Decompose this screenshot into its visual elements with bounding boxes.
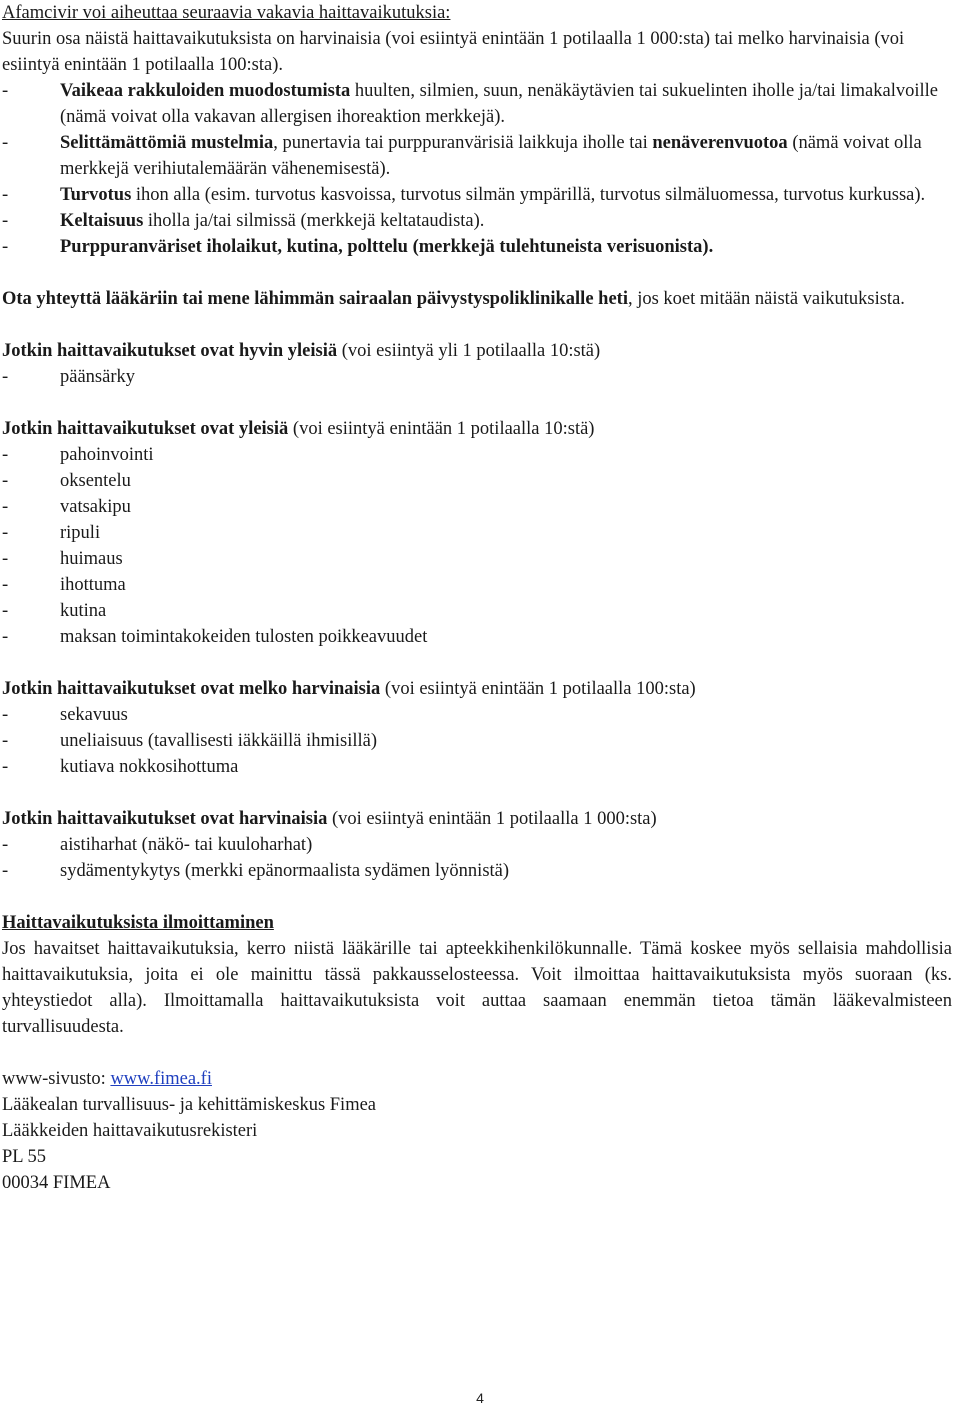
intro-heading: Afamcivir voi aiheuttaa seuraavia vakavia haittavaikutuksia: [2, 3, 451, 23]
list-dash: - [2, 731, 9, 751]
section-heading-common [2, 416, 952, 442]
address-line-2: Lääkkeiden haittavaikutusrekisteri [2, 1121, 258, 1141]
item-bold: Selittämättömiä mustelmia [60, 133, 274, 153]
page-number: 4 [476, 1390, 484, 1406]
item-bold: Keltaisuus [60, 211, 144, 231]
list-item [2, 598, 952, 624]
item-text: päänsärky [60, 367, 135, 387]
list-item [2, 468, 952, 494]
list-dash: - [2, 211, 9, 231]
list-dash: - [2, 705, 9, 725]
list-dash: - [2, 575, 9, 595]
list-item [2, 832, 952, 858]
list-item [2, 546, 952, 572]
list-item [2, 208, 952, 234]
list-item [2, 364, 952, 390]
intro-text: Suurin osa näistä haittavaikutuksista on harvinaisia (voi esiintyä enintään 1 potilaalla 1 000:sta) tai melko harvinaisia (voi esiintyä enintään 1 potilaalla 100:sta). [2, 29, 905, 75]
contact-instruction [2, 286, 952, 312]
item-text: ihon alla (esim. turvotus kasvoissa, turvotus silmän ympärillä, turvotus silmäluomessa, turvotus kurkussa). [131, 185, 926, 205]
serious-effects-list [2, 78, 952, 260]
item-bold: Vaikeaa rakkuloiden muodostumista [60, 81, 351, 101]
list-dash: - [2, 757, 9, 777]
item-text: iholla ja/tai silmissä (merkkejä keltataudista). [143, 211, 485, 231]
list-dash: - [2, 523, 9, 543]
section-heading-very-common [2, 338, 952, 364]
item-bold: Purppuranväriset iholaikut, kutina, polttelu (merkkejä tulehtuneista verisuonista). [60, 237, 714, 257]
website-link[interactable]: www.fimea.fi [110, 1069, 212, 1089]
section-text: (voi esiintyä enintään 1 potilaalla 1 000:sta) [327, 809, 657, 829]
list-item [2, 754, 952, 780]
list-item [2, 494, 952, 520]
item-text: pahoinvointi [60, 445, 154, 465]
list-item [2, 858, 952, 884]
item-text: uneliaisuus (tavallisesti iäkkäillä ihmisillä) [60, 731, 378, 751]
list-dash: - [2, 627, 9, 647]
list-dash: - [2, 549, 9, 569]
list-dash: - [2, 835, 9, 855]
list-dash: - [2, 445, 9, 465]
list-dash: - [2, 497, 9, 517]
list-item [2, 78, 952, 130]
section-bold: Jotkin haittavaikutukset ovat hyvin yleisiä [2, 341, 338, 361]
list-item [2, 442, 952, 468]
list-dash: - [2, 367, 9, 387]
website-line [2, 1066, 952, 1092]
item-bold: nenäverenvuotoa [652, 133, 788, 153]
item-text: sekavuus [60, 705, 128, 725]
section-text: (voi esiintyä enintään 1 potilaalla 100:sta) [380, 679, 696, 699]
website-label: www-sivusto: [2, 1069, 111, 1089]
address-line-1: Lääkealan turvallisuus- ja kehittämiskeskus Fimea [2, 1095, 377, 1115]
list-dash: - [2, 133, 9, 153]
item-text: huimaus [60, 549, 123, 569]
item-text: vatsakipu [60, 497, 131, 517]
list-dash: - [2, 861, 9, 881]
list-item [2, 624, 952, 650]
item-text: aistiharhat (näkö- tai kuuloharhat) [60, 835, 313, 855]
reporting-heading-text: Haittavaikutuksista ilmoittaminen [2, 913, 274, 933]
list-dash: - [2, 471, 9, 491]
item-text: sydämentykytys (merkki epänormaalista sydämen lyönnistä) [60, 861, 510, 881]
list-item [2, 572, 952, 598]
address-line-3: PL 55 [2, 1147, 47, 1167]
list-item [2, 728, 952, 754]
reporting-text: Jos havaitset haittavaikutuksia, kerro niistä lääkärille tai apteekkihenkilökunnalle. Tämä koskee myös sellaisia mahdollisia haittavaikutuksia, joita ei ole mainittu tässä pakkausselosteessa. Voit ilmoittaa haittavaikutuksista myös suoraan (ks. yhteystiedot alla). Ilmoittamalla haittavaikutuksista voit auttaa saamaan enemmän tietoa tämän lääkevalmisteen turvallisuudesta. [2, 939, 952, 1037]
item-bold: Turvotus [60, 185, 132, 205]
section-heading-rare [2, 806, 952, 832]
list-item [2, 130, 952, 182]
item-text: maksan toimintakokeiden tulosten poikkeavuudet [60, 627, 428, 647]
item-text: oksentelu [60, 471, 131, 491]
contact-bold: Ota yhteyttä lääkäriin tai mene lähimmän sairaalan päivystyspoliklinikalle heti [2, 289, 628, 309]
list-item [2, 234, 952, 260]
item-text: kutiava nokkosihottuma [60, 757, 239, 777]
section-bold: Jotkin haittavaikutukset ovat yleisiä [2, 419, 289, 439]
contact-text: , jos koet mitään näistä vaikutuksista. [627, 289, 905, 309]
list-item [2, 182, 952, 208]
section-heading-uncommon [2, 676, 952, 702]
item-text: , punertavia tai purppuranvärisiä laikkuja iholle tai [273, 133, 653, 153]
list-dash: - [2, 237, 9, 257]
section-bold: Jotkin haittavaikutukset ovat harvinaisia [2, 809, 328, 829]
item-text: (nämä voivat olla merkkejä verihiutalemäärän vähenemisestä). [60, 133, 922, 179]
list-dash: - [2, 81, 9, 101]
section-bold: Jotkin haittavaikutukset ovat melko harvinaisia [2, 679, 381, 699]
item-text: ripuli [60, 523, 101, 543]
section-text: (voi esiintyä yli 1 potilaalla 10:stä) [337, 341, 601, 361]
section-text: (voi esiintyä enintään 1 potilaalla 10:stä) [288, 419, 595, 439]
item-text: huulten, silmien, suun, nenäkäytävien tai sukuelinten iholle ja/tai limakalvoille (nämä voivat olla vakavan allergisen ihoreaktion merkkejä). [60, 81, 939, 127]
address-line-4: 00034 FIMEA [2, 1173, 111, 1193]
list-dash: - [2, 185, 9, 205]
list-item [2, 702, 952, 728]
list-item [2, 520, 952, 546]
list-dash: - [2, 601, 9, 621]
document-page [2, 0, 952, 1196]
item-text: ihottuma [60, 575, 126, 595]
reporting-heading [2, 910, 952, 936]
item-text: kutina [60, 601, 107, 621]
